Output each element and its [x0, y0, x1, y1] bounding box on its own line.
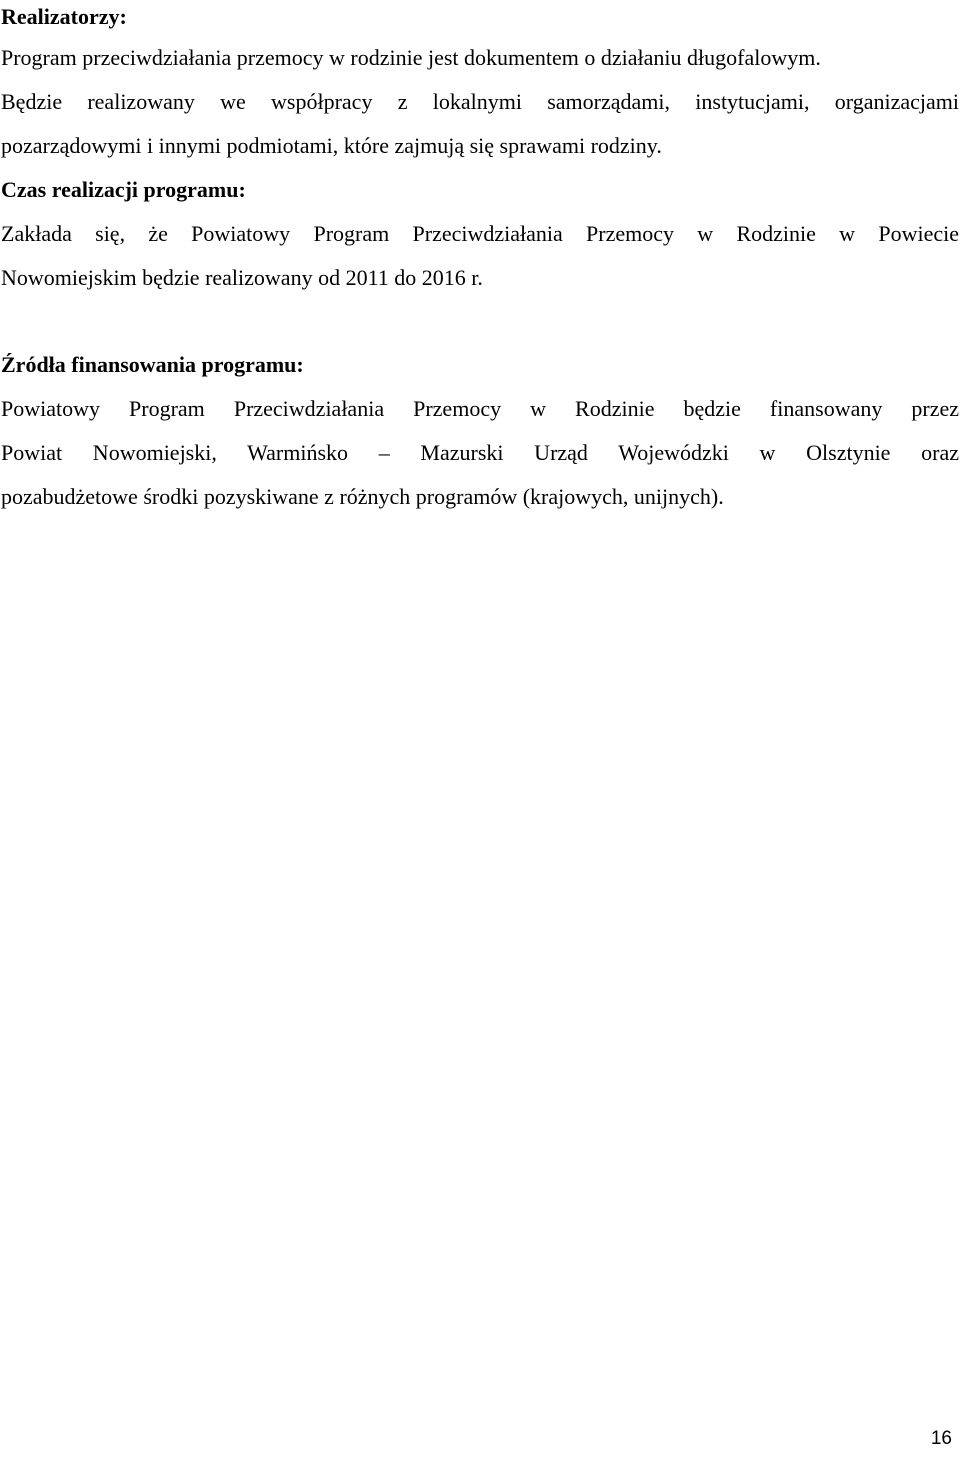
czas-line-2: Nowomiejskim będzie realizowany od 2011 do 2016 r. — [1, 265, 483, 290]
page-number: 16 — [930, 1428, 952, 1449]
zrodla-line-2: Powiat Nowomiejski, Warmińsko – Mazurski Urząd Wojewódzki w Olsztynie oraz — [1, 440, 959, 465]
realizatorzy-line-2: Będzie realizowany we współpracy z lokalnymi samorządami, instytucjami, organizacjami — [1, 89, 959, 114]
czas-line-1: Zakłada się, że Powiatowy Program Przeciwdziałania Przemocy w Rodzinie w Powiecie — [1, 221, 959, 246]
heading-realizatorzy: Realizatorzy: — [1, 4, 127, 29]
realizatorzy-line-3: pozarządowymi i innymi podmiotami, które zajmują się sprawami rodziny. — [1, 133, 662, 158]
zrodla-line-3: pozabudżetowe środki pozyskiwane z różnych programów (krajowych, unijnych). — [1, 484, 724, 509]
heading-zrodla-finansowania: Źródła finansowania programu: — [1, 352, 304, 377]
realizatorzy-line-1: Program przeciwdziałania przemocy w rodzinie jest dokumentem o działaniu długofalowym. — [1, 45, 821, 70]
zrodla-line-1: Powiatowy Program Przeciwdziałania Przemocy w Rodzinie będzie finansowany przez — [1, 396, 959, 421]
heading-czas-realizacji: Czas realizacji programu: — [1, 177, 246, 202]
